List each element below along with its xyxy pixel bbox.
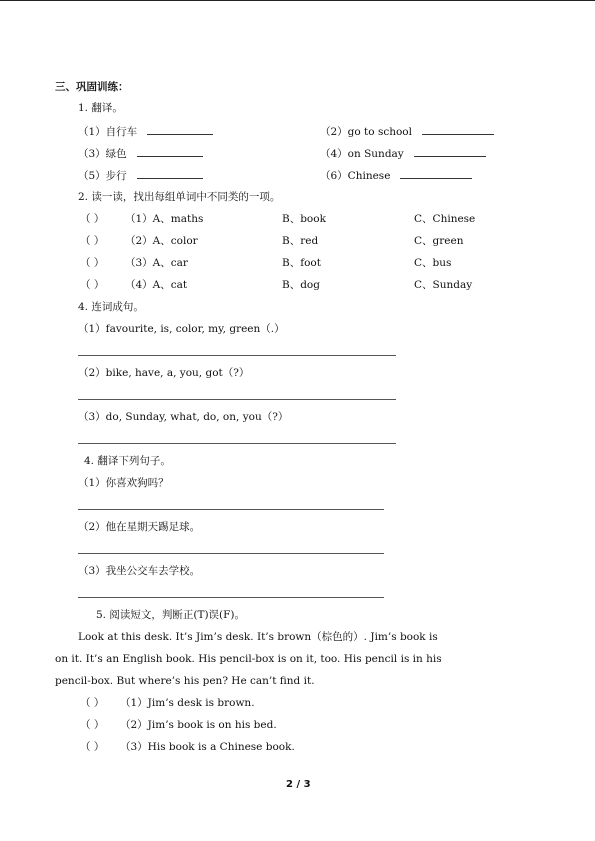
q2-row-3-c: C、bus xyxy=(414,257,452,269)
q4-answer-line-1[interactable] xyxy=(78,509,384,510)
q2-heading: 2. 读一读，找出每组单词中不同类的一项。 xyxy=(78,191,281,203)
q5-item-1: （1）Jim’s desk is brown. xyxy=(120,697,255,709)
q3-item-1: （1）favourite, is, color, my, green（.） xyxy=(78,323,285,335)
q2-row-2-a: （2）A、color xyxy=(125,235,198,247)
q3-answer-line-1[interactable] xyxy=(78,355,396,356)
q2-row-2-bracket: （ ） xyxy=(80,235,105,247)
q2-row-3-b: B、foot xyxy=(282,257,321,269)
q3-item-3: （3）do, Sunday, what, do, on, you（?） xyxy=(78,411,289,423)
q5-item-3: （3）His book is a Chinese book. xyxy=(120,741,295,753)
q2-row-1-b: B、book xyxy=(282,213,326,225)
q5-item-2: （2）Jim’s book is on his bed. xyxy=(120,719,277,731)
q5-item-1-bracket: （ ） xyxy=(80,697,105,709)
q1-item-2: （2）go to school xyxy=(320,124,494,139)
q2-row-2-c: C、green xyxy=(414,235,464,247)
section-title: 三、巩固训练： xyxy=(55,81,129,93)
q2-row-4-b: B、dog xyxy=(282,279,320,291)
q4-answer-line-3[interactable] xyxy=(78,597,384,598)
q1-item-3: （3）绿色 xyxy=(78,146,203,161)
q2-row-1-c: C、Chinese xyxy=(414,213,476,225)
q3-heading: 4. 连词成句。 xyxy=(78,301,144,313)
q1-item-4: （4）on Sunday xyxy=(320,146,486,161)
q5-heading: 5. 阅读短文，判断正(T)误(F)。 xyxy=(96,609,246,621)
q4-answer-line-2[interactable] xyxy=(78,553,384,554)
q2-row-1-bracket: （ ） xyxy=(80,213,105,225)
q4-item-3: （3）我坐公交车去学校。 xyxy=(78,565,201,577)
page-number: 2 / 3 xyxy=(286,779,311,790)
q1-heading: 1. 翻译。 xyxy=(78,102,123,114)
q3-answer-line-2[interactable] xyxy=(78,399,396,400)
q2-row-1-a: （1）A、maths xyxy=(125,213,204,225)
q2-row-4-a: （4）A、cat xyxy=(125,279,188,291)
q4-item-2: （2）他在星期天踢足球。 xyxy=(78,521,201,533)
q2-row-4-bracket: （ ） xyxy=(80,279,105,291)
q2-row-3-a: （3）A、car xyxy=(125,257,188,269)
q2-row-4-c: C、Sunday xyxy=(414,279,473,291)
q3-item-2: （2）bike, have, a, you, got（?） xyxy=(78,367,250,379)
q5-passage-line-1: Look at this desk. It’s Jim’s desk. It’s brown（棕色的）. Jim’s book is xyxy=(78,631,438,643)
header-rule xyxy=(0,0,595,1)
q4-item-1: （1）你喜欢狗吗？ xyxy=(78,477,169,489)
q5-item-2-bracket: （ ） xyxy=(80,719,105,731)
q5-item-3-bracket: （ ） xyxy=(80,741,105,753)
q1-item-6: （6）Chinese xyxy=(320,168,472,183)
q5-passage-line-2: on it. It’s an English book. His pencil-box is on it, too. His pencil is in his xyxy=(55,653,442,665)
q5-passage-line-3: pencil-box. But where’s his pen? He can’t find it. xyxy=(55,675,315,687)
q1-item-5: （5）步行 xyxy=(78,168,203,183)
q3-answer-line-3[interactable] xyxy=(78,443,396,444)
q2-row-3-bracket: （ ） xyxy=(80,257,105,269)
q1-item-1: （1）自行车 xyxy=(78,124,213,139)
q4-heading: 4. 翻译下列句子。 xyxy=(84,455,171,467)
q2-row-2-b: B、red xyxy=(282,235,319,247)
